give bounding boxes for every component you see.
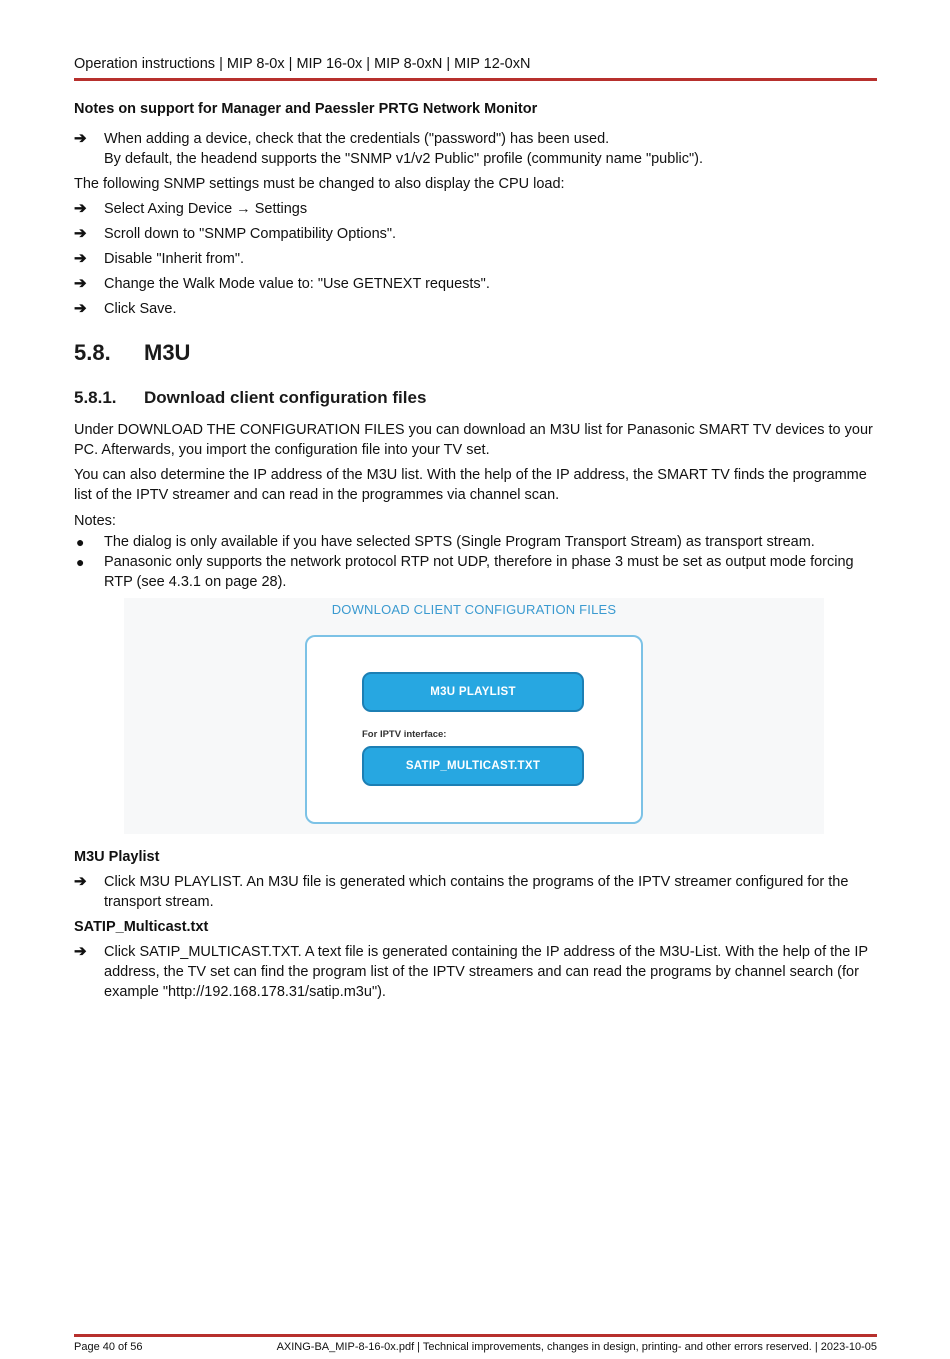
m3u-playlist-heading: M3U Playlist bbox=[74, 849, 160, 865]
arrow-icon: ➔ bbox=[74, 943, 87, 960]
subsection-heading bbox=[74, 388, 426, 408]
header-rule bbox=[74, 78, 877, 81]
section-title: M3U bbox=[144, 340, 191, 365]
footer-info: AXING-BA_MIP-8-16-0x.pdf | Technical improvements, changes in design, printing- and other errors reserved. | 2023-10-05 bbox=[276, 1341, 877, 1353]
subsection-number: 5.8.1. bbox=[74, 388, 117, 407]
arrow-icon: ➔ bbox=[74, 873, 87, 890]
download-dialog-box bbox=[305, 635, 643, 824]
note-step-line2: By default, the headend supports the "SNMP v1/v2 Public" profile (community name "public"). bbox=[104, 151, 704, 167]
arrow-icon: ➔ bbox=[74, 275, 87, 292]
arrow-icon: ➔ bbox=[74, 300, 87, 317]
snmp-step-text: Click Save. bbox=[104, 301, 177, 317]
bullet-icon: ● bbox=[76, 534, 85, 550]
snmp-step-text: Scroll down to "SNMP Compatibility Options". bbox=[104, 226, 397, 242]
note-step-text bbox=[104, 129, 877, 169]
snmp-step-text: Change the Walk Mode value to: "Use GETNEXT requests". bbox=[104, 276, 490, 292]
notes-label: Notes: bbox=[74, 513, 116, 529]
paragraph-ip-address: You can also determine the IP address of the M3U list. With the help of the IP address, the SMART TV finds the programme list of the IPTV streamer and can read in the programmes via channel scan. bbox=[74, 467, 867, 503]
satip-multicast-button[interactable]: SATIP_MULTICAST.TXT bbox=[362, 746, 584, 786]
m3u-playlist-text: Click M3U PLAYLIST. An M3U file is generated which contains the programs of the IPTV streamer configured for the transport stream. bbox=[104, 874, 849, 910]
note-bullet-text: The dialog is only available if you have selected SPTS (Single Program Transport Stream) as transport stream. bbox=[104, 534, 815, 550]
iptv-interface-label: For IPTV interface: bbox=[362, 729, 447, 740]
snmp-step-text: Disable "Inherit from". bbox=[104, 251, 245, 267]
snmp-intro: The following SNMP settings must be changed to also display the CPU load: bbox=[74, 176, 565, 192]
download-config-figure bbox=[124, 598, 824, 834]
subsection-title: Download client configuration files bbox=[144, 388, 427, 407]
snmp-step-text: Select Axing Device → Settings bbox=[104, 201, 308, 217]
footer-rule bbox=[74, 1334, 877, 1337]
running-header: Operation instructions | MIP 8-0x | MIP 16-0x | MIP 8-0xN | MIP 12-0xN bbox=[74, 56, 531, 72]
arrow-icon: ➔ bbox=[74, 130, 87, 147]
m3u-playlist-button[interactable]: M3U PLAYLIST bbox=[362, 672, 584, 712]
note-bullet-text: Panasonic only supports the network protocol RTP not UDP, therefore in phase 3 must be set as output mode forcing RTP (see 4.3.1 on page 28). bbox=[104, 554, 854, 590]
page-number: Page 40 of 56 bbox=[74, 1341, 143, 1353]
arrow-icon: ➔ bbox=[74, 200, 87, 217]
arrow-icon: ➔ bbox=[74, 250, 87, 267]
note-step-line1: When adding a device, check that the credentials ("password") has been used. bbox=[104, 131, 610, 147]
figure-title: DOWNLOAD CLIENT CONFIGURATION FILES bbox=[331, 602, 617, 617]
paragraph-download: Under DOWNLOAD THE CONFIGURATION FILES you can download an M3U list for Panasonic SMART TV devices to your PC. Afterwards, you import the configuration file into your TV set. bbox=[74, 422, 873, 458]
notes-heading: Notes on support for Manager and Paessler PRTG Network Monitor bbox=[74, 101, 538, 117]
section-heading bbox=[74, 340, 190, 366]
satip-heading: SATIP_Multicast.txt bbox=[74, 919, 209, 935]
bullet-icon: ● bbox=[76, 554, 85, 570]
arrow-icon: ➔ bbox=[74, 225, 87, 242]
satip-text: Click SATIP_MULTICAST.TXT. A text file is generated containing the IP address of the M3U-List. With the help of the IP address, the TV set can find the program list of the IPTV streamers and can read the programs by channel search (for example "http://192.168.178.31/satip.m3u"). bbox=[104, 944, 868, 1000]
section-number: 5.8. bbox=[74, 340, 111, 365]
